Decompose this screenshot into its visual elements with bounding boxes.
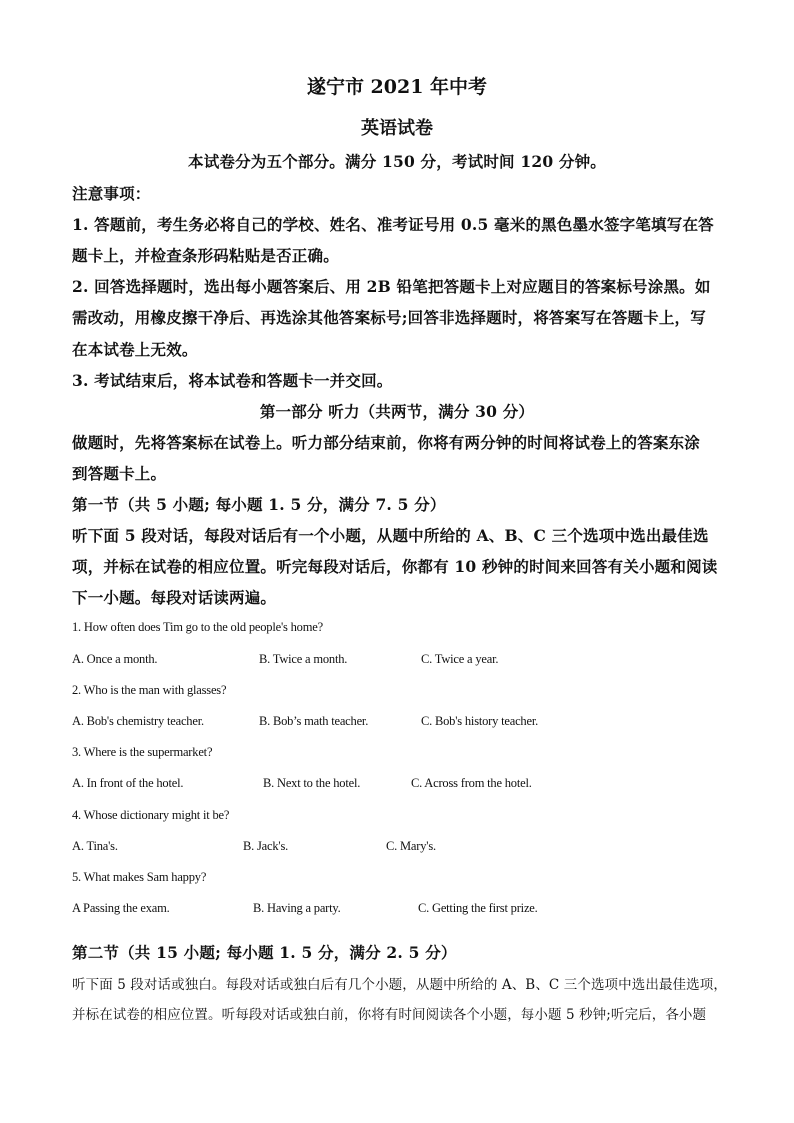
note-1-line-1: 1. 答题前，考生务必将自己的学校、姓名、准考证号用 0.5 毫米的黑色墨水签字笔填写在答 [72, 215, 714, 234]
question-3-option-a: A. In front of the hotel. [72, 776, 184, 790]
question-4: 4. Whose dictionary might it be? [72, 808, 230, 822]
question-4-option-b: B. Jack's. [243, 839, 289, 853]
question-1-option-c: C. Twice a year. [421, 652, 499, 666]
question-4-option-a: A. Tina's. [72, 839, 118, 853]
part1-intro-line-1: 做题时，先将答案标在试卷上。听力部分结束前，你将有两分钟的时间将试卷上的答案东涂 [72, 433, 701, 452]
note-2-line-1: 2. 回答选择题时，选出每小题答案后、用 2B 铅笔把答题卡上对应题目的答案标号涂黑。如 [72, 277, 711, 296]
question-3-option-c: C. Across from the hotel. [411, 776, 532, 790]
question-5-option-c: C. Getting the first prize. [418, 901, 538, 915]
question-1: 1. How often does Tim go to the old people's home? [72, 620, 323, 634]
part1-intro-line-2: 到答题卡上。 [72, 464, 167, 483]
question-1-option-a: A. Once a month. [72, 652, 158, 666]
exam-subtitle: 英语试卷 [361, 118, 433, 139]
section2-instr-line-2: 并标在试卷的相应位置。听每段对话或独白前，你将有时间阅读各个小题，每小题 5 秒钟;听完后，各小题 [72, 1007, 707, 1023]
question-2-option-b: B. Bob’s math teacher. [259, 714, 369, 728]
note-3: 3. 考试结束后，将本试卷和答题卡一并交回。 [72, 371, 393, 390]
part1-heading: 第一部分 听力（共两节，满分 30 分） [259, 402, 535, 421]
section2-heading: 第二节（共 15 小题; 每小题 1. 5 分，满分 2. 5 分） [72, 943, 457, 962]
question-3-option-b: B. Next to the hotel. [263, 776, 361, 790]
note-2-line-2: 需改动，用橡皮擦干净后、再选涂其他答案标号;回答非选择题时，将答案写在答题卡上，写 [72, 308, 706, 327]
exam-title: 遂宁市 2021 年中考 [306, 76, 488, 98]
note-1-line-2: 题卡上，并检查条形码粘贴是否正确。 [72, 246, 339, 265]
question-5-option-b: B. Having a party. [253, 901, 341, 915]
notes-heading: 注意事项： [72, 184, 151, 203]
question-2-option-c: C. Bob's history teacher. [421, 714, 539, 728]
note-2-line-3: 在本试卷上无效。 [72, 340, 198, 359]
question-3: 3. Where is the supermarket? [72, 745, 213, 759]
section1-instr-line-1: 听下面 5 段对话，每段对话后有一个小题，从题中所给的 A、B、C 三个选项中选出最佳选 [72, 526, 709, 545]
section2-instr-line-1: 听下面 5 段对话或独白。每段对话或独白后有几个小题，从题中所给的 A、B、C 三个选项中选出最佳选项， [72, 977, 727, 993]
section1-instr-line-3: 下一小题。每段对话读两遍。 [72, 588, 277, 607]
question-1-option-b: B. Twice a month. [259, 652, 348, 666]
question-5: 5. What makes Sam happy? [72, 870, 207, 884]
question-2-option-a: A. Bob's chemistry teacher. [72, 714, 204, 728]
section1-instr-line-2: 项，并标在试卷的相应位置。听完每段对话后，你都有 10 秒钟的时间来回答有关小题和阅读 [72, 557, 718, 576]
question-2: 2. Who is the man with glasses? [72, 683, 227, 697]
section1-heading: 第一节（共 5 小题; 每小题 1. 5 分，满分 7. 5 分） [72, 495, 446, 514]
question-4-option-c: C. Mary's. [386, 839, 436, 853]
question-5-option-a: A Passing the exam. [72, 901, 170, 915]
exam-summary: 本试卷分为五个部分。满分 150 分，考试时间 120 分钟。 [188, 152, 606, 171]
